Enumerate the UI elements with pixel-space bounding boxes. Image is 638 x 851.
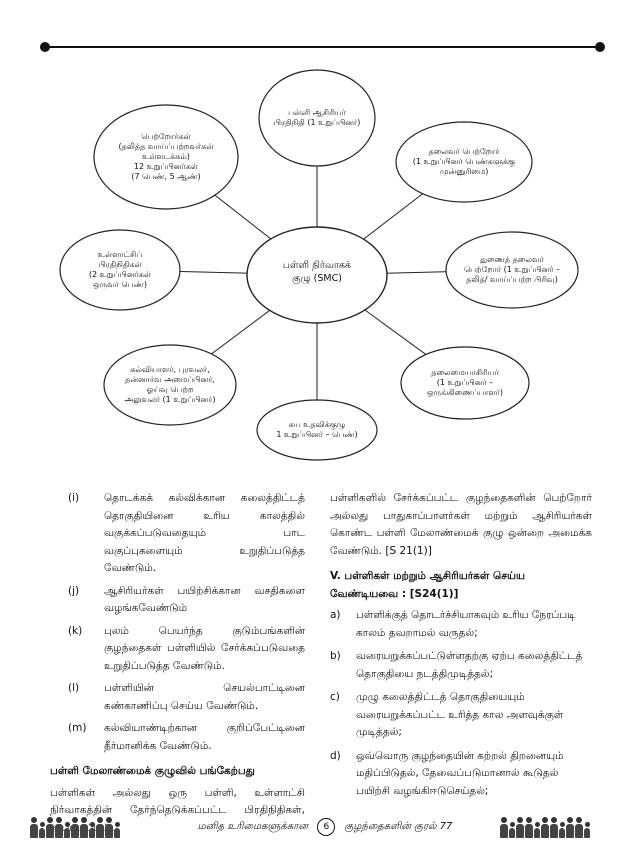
node-label-line: பெற்றோர் (1 உறுப்பினர் – (463, 265, 561, 274)
people-illustration-left (30, 812, 140, 838)
center-line-2: குழு (SMC) (292, 273, 342, 284)
list-text: பள்ளியின் செயல்பாட்டினை கண்காணிப்பு செய்ய வேண்டும். (104, 682, 305, 712)
person-figure (534, 822, 540, 838)
person-figure (114, 822, 120, 838)
node-label-top-right (389, 147, 539, 177)
node-label-line: (1 உறுப்பினர் – (436, 378, 494, 387)
people-illustration-right (500, 812, 610, 838)
node-label-line: முன்னுரிமை) (439, 167, 489, 176)
node-label-line: ஒருங்கிணைப்பாளர்) (426, 388, 504, 397)
node-label-line: தன்னார்வ அமைப்பினர், (125, 375, 215, 384)
person-figure (89, 822, 95, 838)
participation-heading: பள்ளி மேலாண்மைக் குழுவில் பங்கேற்பது (50, 765, 255, 777)
node-label-top-left (91, 132, 241, 182)
right-column (330, 490, 592, 806)
list-text: புலம் பெயர்ந்த குடும்பங்களின் குழந்தைகள் பள்ளியில் சேர்க்கப்படுவதை உறுதிப்படுத்த வேண்டும். (104, 624, 305, 672)
list-marker: (l) (68, 682, 80, 694)
person-figure (575, 817, 583, 838)
list-text: கல்வியாண்டிற்கான குறிப்பேட்டினை தீர்மானிக்க வேண்டும். (104, 722, 305, 752)
node-label-line: (1 உறுப்பினர் பெண்களுக்கு (412, 157, 516, 166)
node-label-left (60, 250, 180, 290)
node-label-line: 12 உறுப்பினர்கள் (133, 162, 199, 171)
person-figure (516, 817, 524, 838)
node-label-line: பிரதிநிதி (1 உறுப்பினர்) (273, 118, 361, 127)
node-label-top (252, 108, 382, 128)
node-label-line: கல்வியாளர், புரவலர், (130, 365, 210, 374)
footer-left-text: மனித உரிமைகளுக்கான (197, 821, 309, 832)
person-figure (64, 822, 70, 838)
node-label-bottom-left (100, 365, 240, 405)
node-label-line: உள்ளாட்சிப் (97, 250, 143, 259)
list-text: வரையறுக்கப்பட்டுள்ளதற்கு ஏற்ப கலைத்திட்டத் தொகுதியை நடத்திமுடித்தல்; (356, 650, 583, 680)
person-figure (30, 817, 38, 838)
person-figure (566, 817, 574, 838)
list-item (68, 490, 305, 578)
person-figure (80, 817, 88, 838)
list-text: தொடக்கக் கல்விக்கான கலைத்திட்டத் தொகுதியினை உரிய காலத்தில் வகுக்கப்படுவதையும் பாட வகுப்புகளையும் உறுதிப்படுத்த வேண்டும். (104, 492, 305, 574)
list-item (68, 623, 305, 676)
node-label-line: துணைத் தலைவர் (480, 255, 544, 264)
node-label-line: (2 உறுப்பினர்கள் (88, 270, 152, 279)
node-label-line: ஒருவர் பெண்) (93, 280, 147, 289)
node-label-line: பெற்றோர்கள் (141, 132, 191, 141)
list-marker: c) (330, 691, 340, 703)
node-label-line: பள்ளி ஆசிரியர் (288, 108, 346, 117)
list-item (330, 648, 592, 683)
node-label-line: அலுவலர் (1 உறுப்பினர்) (124, 395, 216, 404)
list-marker: a) (330, 609, 341, 621)
participation-paragraph: பள்ளிகள் அல்லது ஒரு பள்ளி, உள்ளாட்சி நிர்வாகத்தின் தேர்ந்தெடுக்கப்பட்ட பிரதிநிதிகள், (50, 786, 305, 816)
person-figure (525, 817, 533, 838)
list-text: பள்ளிக்குத் தொடர்ச்சியாகவும் உரிய நேரப்படி காலம் தவறாமல் வருதல்; (356, 609, 576, 639)
node-label-right (437, 255, 587, 285)
list-marker: (j) (68, 584, 80, 597)
person-figure (550, 817, 558, 838)
list-marker: (i) (68, 492, 80, 504)
center-line-1: பள்ளி நிர்வாகக் (282, 260, 352, 271)
list-item (68, 583, 305, 618)
person-figure (509, 822, 515, 838)
left-column (50, 490, 305, 843)
list-text: ஒவ்வொரு குழந்தையின் கற்றல் திறனையும் மதிப்பிடுதல், தேவைப்படுமானால் கூடுதல் பயிற்சி வழங்கிஈடுசெய்தல்; (356, 749, 564, 797)
node-label-line: 1 உறுப்பினர் – பெண்) (276, 430, 358, 439)
list-marker: (k) (68, 624, 83, 637)
person-figure (39, 822, 45, 838)
person-figure (559, 822, 565, 838)
footer-caption (175, 818, 475, 836)
duties-heading: V. பள்ளிகள் மற்றும் ஆசிரியர்கள் செய்ய வேண்டியவை : [S24(1)] (330, 570, 526, 600)
center-node-label (257, 259, 377, 285)
person-figure (55, 817, 63, 838)
list-item (330, 689, 592, 742)
footer-right-text: குழந்தைகளின் குரல் 77 (344, 821, 453, 832)
node-label-line: தலைமையாசிரியர் (431, 368, 499, 377)
list-item (68, 680, 305, 715)
smc-paragraph: பள்ளிகளில் சேர்க்கப்பட்ட குழந்தைகளின் பெற்றோர் அல்லது பாதுகாப்பாளர்கள் மற்றும் ஆசிரியர்கள் கொண்ட பள்ளி மேலாண்மைக் குழு ஒன்றை அமைக்க வேண்டும். [S 21(1)] (330, 492, 592, 557)
person-figure (46, 817, 54, 838)
node-label-line: சுய உதவிக்குழு (288, 420, 346, 429)
list-item (330, 607, 592, 642)
node-label-line: உள்ளடக்கம்) (142, 152, 190, 161)
list-item (68, 720, 305, 755)
list-marker: b) (330, 650, 341, 662)
person-figure (541, 817, 549, 838)
person-figure (500, 817, 508, 838)
person-figure (96, 817, 104, 838)
page-footer (30, 812, 610, 842)
node-label-line: பிரதிநிதிகள் (98, 260, 142, 269)
person-figure (71, 817, 79, 838)
list-marker: d) (330, 749, 341, 762)
page-number: 6 (317, 818, 335, 836)
node-label-line: தலைவர் பெற்றோர் (428, 147, 500, 156)
list-text: முழு கலைத்திட்டத் தொகுதியையும் வரையறுக்கப்பட்ட உரித்த கால அளவுக்குள் முடித்தல்; (356, 691, 564, 738)
node-label-bottom-right (395, 368, 535, 398)
person-figure (105, 817, 113, 838)
person-figure (584, 822, 590, 838)
node-label-line: (7 பெண், 5 ஆண்) (131, 172, 201, 181)
list-marker: (m) (68, 722, 87, 734)
node-label-bottom (252, 420, 382, 440)
node-label-line: (தலித்த வாய்ப்பற்றவர்கள் (118, 142, 214, 151)
node-label-line: தலித்/ வாய்ப்பற்ற பிரிவு) (466, 275, 558, 284)
list-text: ஆசிரியர்கள் பயிற்சிக்கான வசதிகளை வழங்கவேண்டும் (104, 584, 305, 614)
node-label-line: ஓய்வு பெற்ற (146, 385, 194, 394)
list-item (330, 748, 592, 801)
